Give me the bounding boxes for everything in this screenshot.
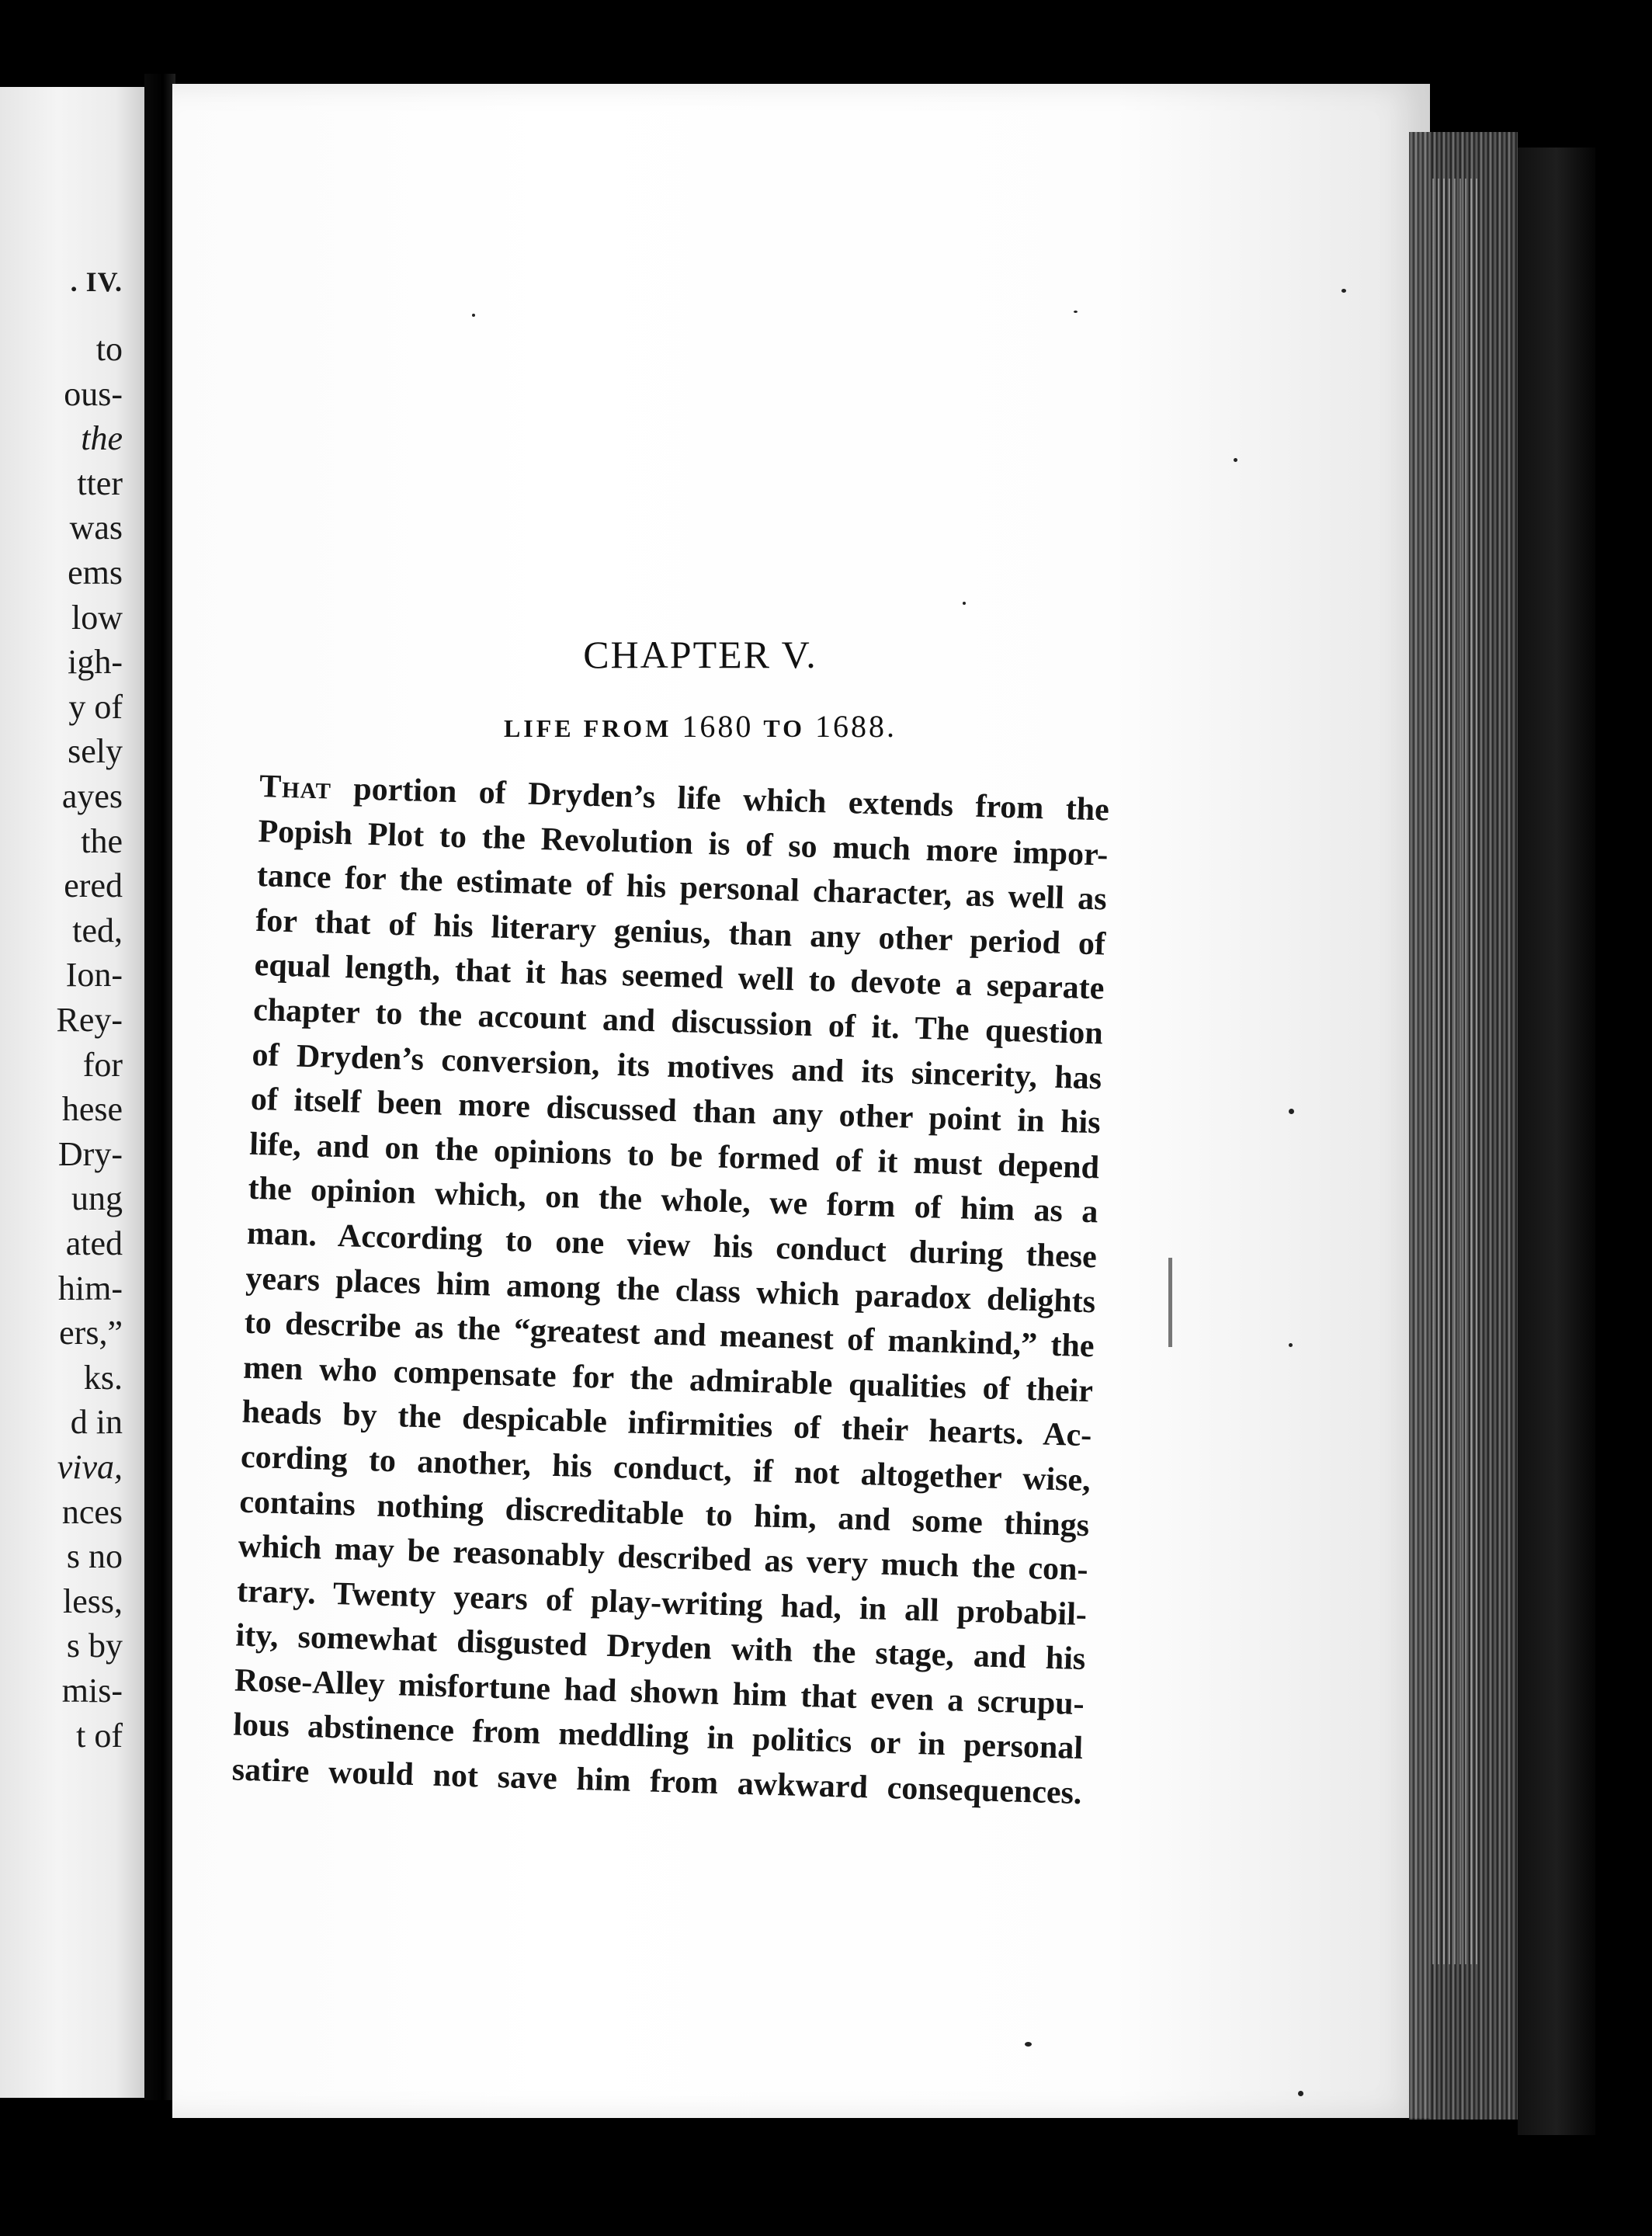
chapter-subtitle (172, 708, 1228, 745)
left-page-line-fragment: ered (64, 866, 123, 905)
left-page-line-fragment: y of (68, 687, 123, 726)
body-text-line: contains nothing discreditable to him, and some things (238, 1484, 1090, 1543)
body-text-line: to describe as the “greatest and meanest of mankind,” the (244, 1304, 1095, 1365)
body-text-line: trary. Twenty years of play-writing had, in all probabil- (236, 1573, 1088, 1633)
body-text-line: men who compensate for the admirable qualities of their (242, 1349, 1094, 1409)
body-text-line: life, and on the opinions to be formed of it must depend (248, 1126, 1100, 1186)
left-page-line-fragment: was (69, 509, 123, 547)
left-page-line-fragment: him- (57, 1269, 123, 1307)
left-page-line-fragment: ung (71, 1179, 123, 1218)
left-page-line-fragment: ems (68, 554, 123, 592)
left-page-line-fragment: tter (77, 464, 123, 502)
left-page-running-head: . IV. (70, 266, 123, 297)
scan-speck (472, 314, 475, 317)
body-lead-word: That (259, 768, 332, 807)
left-page-line-fragment: the (81, 821, 123, 860)
left-page (0, 87, 144, 2098)
body-text-line: heads by the despicable infirmities of their hearts. Ac- (241, 1394, 1092, 1454)
body-text-line: equal length, that it has seemed well to devote a separate (254, 947, 1105, 1007)
left-page-line-fragment: sely (68, 732, 123, 771)
scan-speck (1289, 1343, 1293, 1347)
book-cover-edge (1518, 148, 1595, 2135)
scan-speck (963, 602, 966, 605)
subtitle-words: LIFE FROM (503, 714, 672, 742)
left-page-line-fragment: t of (76, 1716, 123, 1755)
left-page-line-fragment: ated (65, 1224, 123, 1262)
subtitle-to: TO (763, 714, 806, 742)
body-text-line: Rose-Alley misfortune had shown him that even a scrupu- (234, 1662, 1085, 1722)
scan-speck (1025, 2042, 1032, 2047)
left-page-line-fragment: low (71, 598, 123, 637)
body-text-line: which may be reasonably described as very much the con- (238, 1528, 1089, 1588)
left-page-line-fragment: nces (61, 1492, 123, 1531)
scan-speck (1234, 458, 1237, 462)
body-text-line: ity, somewhat disgusted Dryden with the stage, and his (235, 1617, 1086, 1678)
body-text-line: lous abstinence from meddling in politics or in personal (232, 1707, 1084, 1767)
body-text-line: of itself been more discussed than any other point in his (250, 1081, 1102, 1141)
left-page-line-fragment: to (95, 330, 123, 368)
left-page-line-fragment: ous- (64, 374, 123, 413)
body-text-line: years places him among the class which paradox delights (245, 1260, 1096, 1320)
book-gutter (144, 74, 175, 2100)
chapter-body-text (231, 765, 1110, 1817)
body-text-line: satire would not save him from awkward consequences. (231, 1752, 1083, 1812)
left-page-line-fragment: igh- (68, 643, 123, 682)
left-page-line-fragment: viva, (57, 1448, 123, 1486)
body-text-line: for that of his literary genius, than any other period of (255, 902, 1106, 963)
body-text-line: the opinion which, on the whole, we form of him as a (248, 1171, 1098, 1231)
scan-speck (1074, 311, 1078, 313)
body-line-text: portion of Dryden’s life which extends from the (331, 770, 1110, 828)
left-page-line-fragment: less, (63, 1582, 123, 1620)
subtitle-year-end: 1688. (815, 709, 897, 744)
scan-speck (1289, 1109, 1294, 1114)
page-edges-highlight (1432, 179, 1479, 1964)
body-text-line: chapter to the account and discussion of it. The question (252, 991, 1104, 1052)
left-page-line-fragment: ayes (61, 777, 123, 815)
body-text-line: Popish Plot to the Revolution is of so much more impor- (257, 813, 1109, 873)
left-page-line-fragment: for (82, 1045, 123, 1084)
scan-edge-mark (1168, 1258, 1172, 1347)
scan-speck (1298, 2091, 1303, 2096)
left-page-line-fragment: Rey- (56, 1001, 123, 1039)
body-text-line: cording to another, his conduct, if not altogether wise, (240, 1439, 1092, 1499)
left-page-line-fragment: ers,” (59, 1314, 123, 1352)
left-page-line-fragment: hese (61, 1090, 123, 1129)
left-page-line-fragment: s by (66, 1627, 123, 1665)
left-page-line-fragment: s no (66, 1537, 123, 1576)
left-page-line-fragment: Dry- (57, 1134, 123, 1173)
body-text-line: man. According to one view his conduct during these (246, 1215, 1098, 1276)
left-page-line-fragment: ks. (83, 1358, 123, 1397)
left-page-line-fragment: mis- (61, 1672, 123, 1710)
scan-speck (1341, 289, 1346, 293)
left-page-line-fragment: Ion- (65, 956, 123, 995)
body-text-line: tance for the estimate of his personal character, as well as (256, 858, 1108, 918)
subtitle-year-start: 1680 (682, 709, 754, 744)
body-text-line: of Dryden’s conversion, its motives and its sincerity, has (251, 1036, 1102, 1096)
left-page-line-fragment: the (81, 419, 123, 458)
chapter-title: CHAPTER V. (583, 633, 817, 676)
left-page-line-fragment: ted, (72, 911, 123, 950)
left-page-line-fragment: d in (70, 1403, 123, 1442)
